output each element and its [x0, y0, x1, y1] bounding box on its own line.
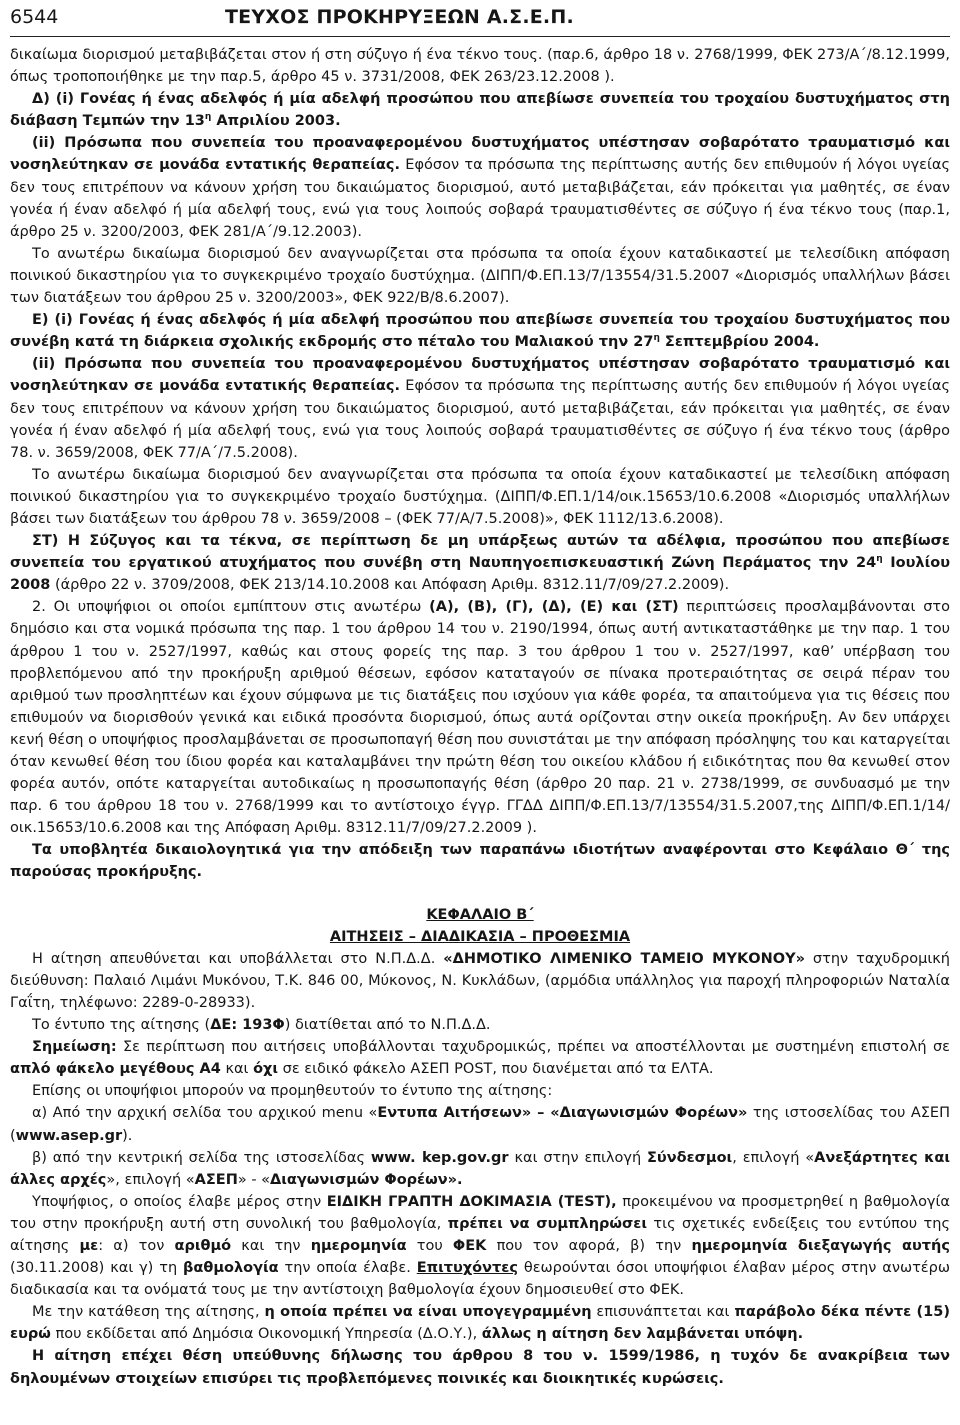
chapter-spacer	[10, 884, 950, 904]
paragraph-note: Σημείωση: Σε περίπτωση που αιτήσεις υποβάλλονται ταχυδρομικώς, πρέπει να αποστέλλονται με συστημένη επιστολή σε απλό φάκελο μεγέθους Α4 και όχι σε ειδικό φάκελο ΑΣΕΠ POST, που διανέμεται από τα ΕΛΤΑ.	[10, 1039, 950, 1078]
journal-title: ΤΕΥΧΟΣ ΠΡΟΚΗΡΥΞΕΩΝ Α.Σ.Ε.Π.	[225, 6, 574, 28]
paragraph-source-asep: α) Από την αρχική σελίδα του αρχικού menu «Εντυπα Αιτήσεων» – «Διαγωνισμών Φορέων» της ιστοσελίδας του ΑΣΕΠ (www.asep.gr).	[10, 1105, 950, 1144]
paragraph-form: Το έντυπο της αίτησης (ΔΕ: 193Φ) διατίθεται από το Ν.Π.Δ.Δ.	[32, 1017, 491, 1034]
paragraph-documents-note: Τα υποβλητέα δικαιολογητικά για την απόδειξη των παραπάνω ιδιοτήτων αναφέρονται στο Κεφάλαιο Θ΄ της παρούσας προκήρυξης.	[10, 842, 950, 881]
paragraph-transfer-right: δικαίωμα διορισμού μεταβιβάζεται στον ή στη σύζυγο ή ένα τέκνο τους. (παρ.6, άρθρο 18 ν. 2768/1999, ΦΕΚ 273/Α΄/8.12.1999, όπως τροποποιήθηκε με την παρ.5, άρθρο 45 ν. 3731/2008, ΦΕΚ 263/23.12.2008 ).	[10, 47, 950, 86]
paragraph-declaration: Η αίτηση επέχει θέση υπεύθυνης δήλωσης του άρθρου 8 του ν. 1599/1986, η τυχόν δε ανακρίβεια των δηλουμένων στοιχείων επισύρει τις προβλεπόμενες ποινικές και διοικητικές κυρώσεις.	[10, 1348, 950, 1387]
chapter-title: ΚΕΦΑΛΑΙΟ Β΄	[426, 906, 534, 923]
paragraph-fee: Με την κατάθεση της αίτησης, η οποία πρέπει να είναι υπογεγραμμένη επισυνάπτεται και παράβολο δέκα πέντε (15) ευρώ που εκδίδεται από Δημόσια Οικονομική Υπηρεσία (Δ.Ο.Υ.), άλλως η αίτηση δεν λαμβάνεται υπόψη.	[10, 1304, 950, 1343]
paragraph-source-kep: β) από την κεντρική σελίδα της ιστοσελίδας www. kep.gov.gr και στην επιλογή Σύνδεσμοι, επιλογή «Ανεξάρτητες και άλλες αρχές», επιλογή «ΑΣΕΠ» - «Διαγωνισμών Φορέων».	[10, 1149, 950, 1188]
page-header	[10, 6, 950, 36]
document-body	[10, 44, 950, 1390]
paragraph-case-d-ii: (ii) Πρόσωπα που συνεπεία του προαναφερομένου δυστυχήματος υπέστησαν σοβαρότατο τραυματισμό και νοσηλεύτηκαν σε μονάδα εντατικής θεραπείας. Εφόσον τα πρόσωπα της περίπτωσης αυτής δεν επιθυμούν ή λόγοι υγείας δεν τους επιτρέπουν να κάνουν χρήση του δικαιώματος διορισμού, αυτό μεταβιβάζεται, εάν πρόκειται για μαθητές, σε έναν γονέα ή έναν αδελφό ή μία αδελφή τους, ενώ για τους λοιπούς σοβαρά τραυματισθέντες σε σύζυγο ή ένα τέκνο τους (παρ.1, άρθρο 25 ν. 3200/2003, ΦΕΚ 281/Α΄/9.12.2003).	[10, 135, 950, 240]
heading-case-d-i: Δ) (i) Γονέας ή ένας αδελφός ή μία αδελφή προσώπου που απεβίωσε συνεπεία του τροχαίου δυστυχήματος στη διάβαση Τεμπών την $13^\eta$ Απριλίου 2003.	[10, 91, 950, 130]
heading-case-e-i: Ε) (i) Γονέας ή ένας αδελφός ή μία αδελφή προσώπου που απεβίωσε συνεπεία του τροχαίου δυστυχήματος που συνέβη κατά τη διάρκεια σχολικής εκδρομής στο πέταλο του Μαλιακού την $27^\eta$ Σεπτεμβρίου 2004.	[10, 312, 950, 351]
paragraph-case-st: ΣΤ) Η Σύζυγος και τα τέκνα, σε περίπτωση δε μη υπάρξεως αυτών τα αδέλφια, προσώπου που απεβίωσε συνεπεία του εργατικού ατυχήματος που συνέβη στη Ναυπηγοεπισκευαστική Ζώνη Περάματος την $24^\eta$ Ιουλίου 2008 (άρθρο 22 ν. 3709/2008, ΦΕΚ 213/14.10.2008 και Απόφαση Αριθμ. 8312.11/7/09/27.2.2009).	[10, 533, 950, 594]
paragraph-form-sources: Επίσης οι υποψήφιοι μπορούν να προμηθευτούν το έντυπο της αίτησης:	[32, 1083, 553, 1100]
paragraph-case-e-ii: (ii) Πρόσωπα που συνεπεία του προαναφερομένου δυστυχήματος υπέστησαν σοβαρότατο τραυματισμό και νοσηλεύτηκαν σε μονάδα εντατικής θεραπείας. Εφόσον τα πρόσωπα της περίπτωσης αυτής δεν επιθυμούν ή λόγοι υγείας δεν τους επιτρέπουν να κάνουν χρήση του δικαιώματος διορισμού, αυτό μεταβιβάζεται, εάν πρόκειται για μαθητές, σε έναν γονέα ή έναν αδελφό ή μία αδελφή τους, ενώ για τους λοιπούς σοβαρά τραυματισθέντες σε σύζυγο ή ένα τέκνο τους (άρθρο 78. ν. 3659/2008, ΦΕΚ 77/Α΄/7.5.2008).	[10, 356, 950, 461]
paragraph-submission: Η αίτηση απευθύνεται και υποβάλλεται στο Ν.Π.Δ.Δ. «ΔΗΜΟΤΙΚΟ ΛΙΜΕΝΙΚΟ ΤΑΜΕΙΟ ΜΥΚΟΝΟΥ» στην ταχυδρομική διεύθυνση: Παλαιό Λιμάνι Μυκόνου, Τ.Κ. 846 00, Μύκονος, Ν. Κυκλάδων, (αρμόδια υπάλληλος για παροχή πληροφοριών Ναταλία Γαΐτη, τηλέφωνο: 2289-0-28933).	[10, 950, 950, 1011]
paragraph-point-2: 2. Οι υποψήφιοι οι οποίοι εμπίπτουν στις ανωτέρω (Α), (Β), (Γ), (Δ), (Ε) και (ΣΤ) περιπτώσεις προσλαμβάνονται στο δημόσιο και στα νομικά πρόσωπα της παρ. 1 του άρθρου 14 του ν. 2190/1994, όπως αυτή αντικαταστάθηκε με την παρ. 1 του άρθρου 1 του ν. 2527/1997, καθώς και στους φορείς της παρ. 3 του άρθρου 1 του ν. 2527/1997, καθ’ υπέρβαση του προβλεπόμενου από την προκήρυξη αριθμού θέσεων, εφόσον καταταγούν σε πίνακα προτεραιότητας σε σειρά πέραν του αριθμού των προσληπτέων και έχουν σύμφωνα με τις διατάξεις που ισχύουν για κάθε φορέα, τα απαιτούμενα για τις θέσεις που επιθυμούν να διορισθούν γενικά και ειδικά προσόντα διορισμού, όπως αυτά ορίζονται στην οικεία προκήρυξη. Αν δεν υπάρχει κενή θέση ο υποψήφιος προσλαμβάνεται σε προσωποπαγή θέση που συνιστάται με την απόφαση πρόσληψης του και καταργείται όταν κενωθεί θέση του ίδιου φορέα και καταλαμβάνει την πρώτη θέση του οικείου κλάδου ή ειδικότητας που θα κενωθεί στον φορέα αυτόν, οπότε καταργείται αυτοδικαίως η προσωποπαγής θέση (άρθρο 20 παρ. 21 ν. 2738/1999, σε συνδυασμό με την παρ. 6 του άρθρου 18 του ν. 2768/1999 και το αντίστοιχο έγγρ. ΓΓΔΔ ΔΙΠΠ/Φ.ΕΠ.13/7/13554/31.5.2007,της ΔΙΠΠ/Φ.ΕΠ.1/14/οικ.15653/10.6.2008 και της Απόφαση Αριθμ. 8312.11/7/09/27.2.2009 ).	[10, 599, 951, 837]
paragraph-test-candidates: Υποψήφιος, ο οποίος έλαβε μέρος στην ΕΙΔΙΚΗ ΓΡΑΠΤΗ ΔΟΚΙΜΑΣΙΑ (TEST), προκειμένου να προσμετρηθεί η βαθμολογία του στην προκήρυξη αυτή στη συνολική του βαθμολογία, πρέπει να συμπληρώσει τις σχετικές ενδείξεις του εντύπου της αίτησης με: α) τον αριθμό και την ημερομηνία του ΦΕΚ που τον αφορά, β) την ημερομηνία διεξαγωγής αυτής (30.11.2008) και γ) τη βαθμολογία την οποία έλαβε. Επιτυχόντες θεωρούνται όσοι υποψήφιοι έλαβαν μέρος στην ανωτέρω διαδικασία και τα ονόματά τους με την αντίστοιχη βαθμολογία έχουν δημοσιευθεί στο ΦΕΚ.	[10, 1193, 950, 1299]
header-rule	[10, 36, 950, 37]
chapter-subtitle: ΑΙΤΗΣΕΙΣ – ΔΙΑΔΙΚΑΣΙΑ – ΠΡΟΘΕΣΜΙΑ	[329, 928, 631, 945]
paragraph-case-d-exclusion: Το ανωτέρω δικαίωμα διορισμού δεν αναγνωρίζεται στα πρόσωπα τα οποία έχουν καταδικαστεί με τελεσίδικη απόφαση ποινικού δικαστηρίου για το συγκεκριμένο τροχαίο δυστύχημα. (ΔΙΠΠ/Φ.ΕΠ.13/7/13554/31.5.2007 «Διορισμός υπαλλήλων βάσει των διατάξεων του άρθρου 25 ν. 3200/2003», ΦΕΚ 922/Β/8.6.2007).	[10, 245, 950, 307]
paragraph-case-e-exclusion: Το ανωτέρω δικαίωμα διορισμού δεν αναγνωρίζεται στα πρόσωπα τα οποία έχουν καταδικαστεί με τελεσίδικη απόφαση ποινικού δικαστηρίου για το συγκεκριμένο τροχαίο δυστύχημα. (ΔΙΠΠ/Φ.ΕΠ.1/14/οικ.15653/10.6.2008 «Διορισμός υπαλλήλων βάσει των διατάξεων του άρθρου 78 ν. 3659/2008 – (ΦΕΚ 77/Α/7.5.2008)», ΦΕΚ 1112/13.6.2008).	[10, 466, 950, 527]
page-number: 6544	[10, 6, 59, 28]
